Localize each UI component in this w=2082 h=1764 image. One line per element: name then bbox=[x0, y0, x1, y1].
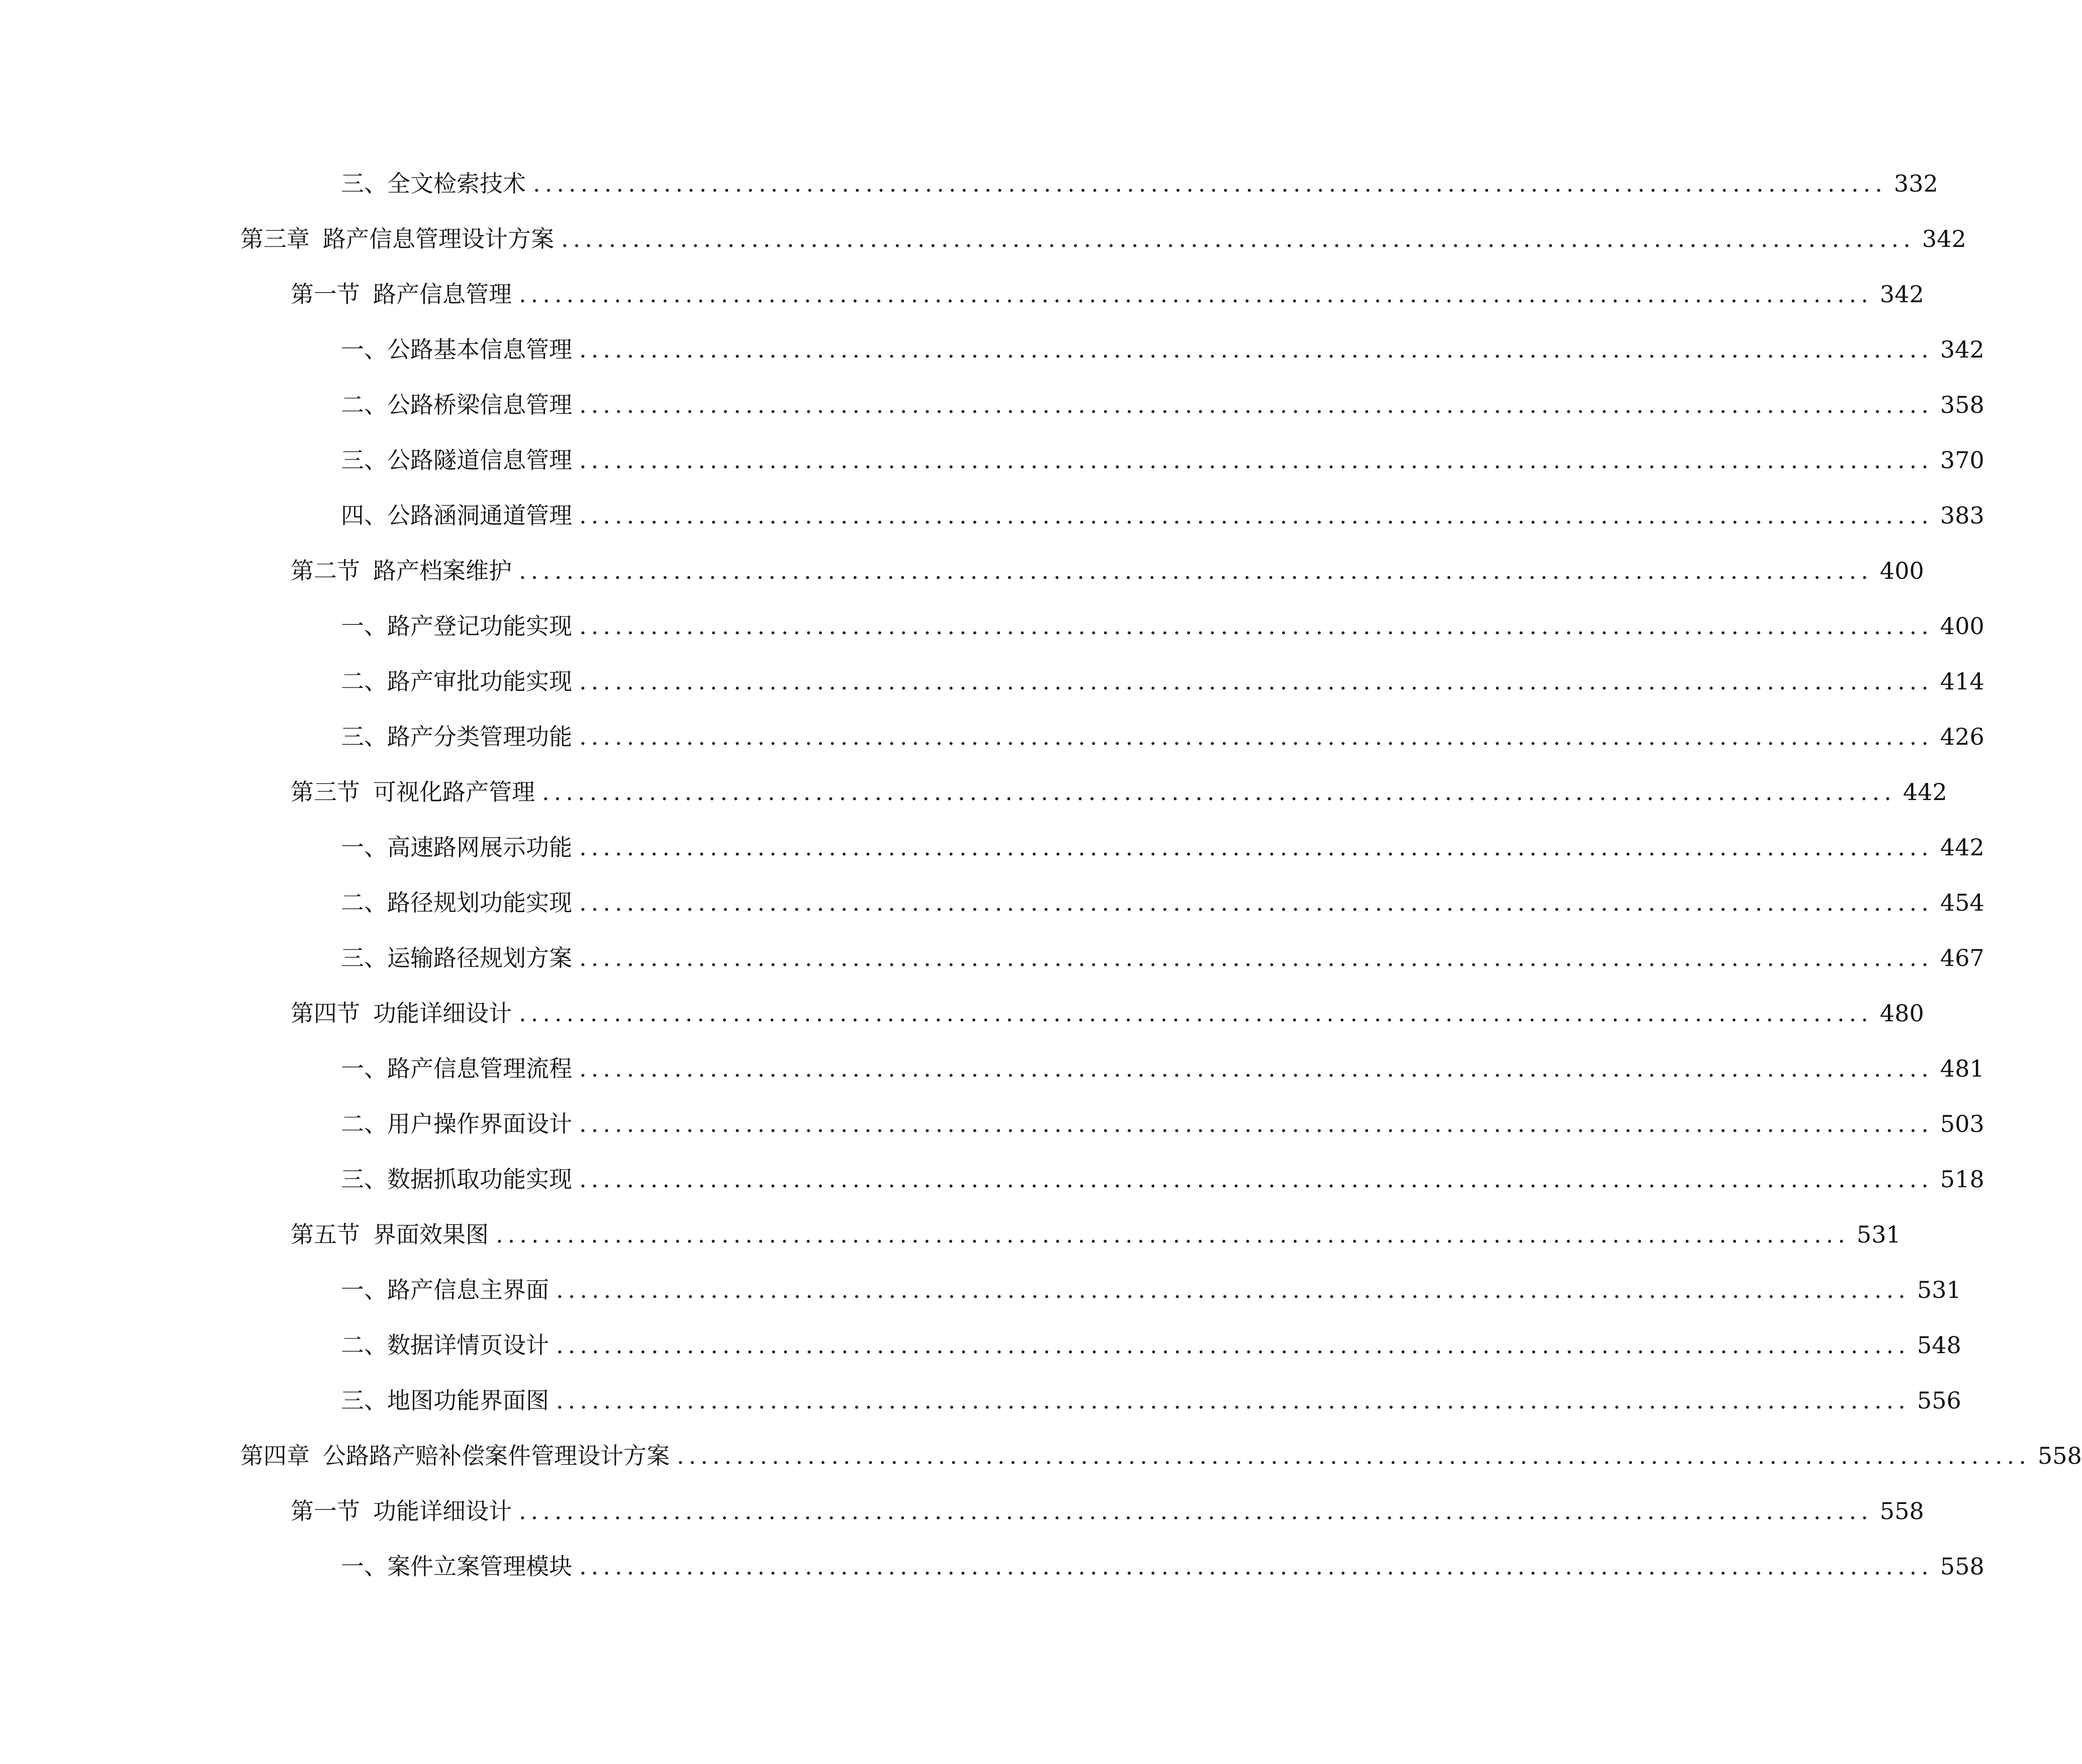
toc-entry-title: 公路涵洞通道管理 bbox=[387, 502, 572, 529]
toc-entry-title: 用户操作界面设计 bbox=[387, 1110, 572, 1137]
toc-entry-number: 第一节 bbox=[291, 1497, 360, 1525]
toc-entry-page: 342 bbox=[1940, 336, 1984, 363]
toc-entry[interactable] bbox=[0, 1539, 1984, 1594]
toc-entry-number: 一、 bbox=[341, 834, 387, 861]
toc-entry-title: 数据详情页设计 bbox=[387, 1332, 549, 1359]
toc-dot-leader: .................................................................................................................. bbox=[579, 834, 1933, 861]
toc-entry-page: 358 bbox=[1940, 391, 1984, 418]
toc-dot-leader: .................................................................................................................. bbox=[561, 225, 1915, 252]
toc-entry-page: 400 bbox=[1879, 557, 1924, 584]
toc-entry-number: 三、 bbox=[341, 1387, 387, 1414]
toc-dot-leader: .................................................................................................................. bbox=[519, 557, 1873, 584]
toc-entry[interactable] bbox=[0, 875, 1984, 930]
toc-entry[interactable] bbox=[0, 1262, 1961, 1317]
toc-entry-title: 公路隧道信息管理 bbox=[387, 447, 572, 474]
toc-entry-number: 三、 bbox=[341, 944, 387, 972]
toc-entry[interactable] bbox=[0, 1428, 2082, 1483]
toc-entry-page: 556 bbox=[1917, 1387, 1961, 1414]
toc-dot-leader: .................................................................................................................. bbox=[579, 723, 1933, 750]
toc-entry-page: 370 bbox=[1940, 447, 1984, 474]
toc-entry[interactable] bbox=[0, 654, 1984, 709]
toc-entry-title: 路径规划功能实现 bbox=[387, 889, 572, 916]
toc-entry-title: 路产信息管理设计方案 bbox=[323, 225, 554, 252]
toc-dot-leader: .................................................................................................................. bbox=[542, 778, 1896, 806]
toc-entry-number: 三、 bbox=[341, 723, 387, 750]
toc-entry-page: 342 bbox=[1922, 225, 1966, 252]
toc-entry-number: 第二节 bbox=[291, 557, 360, 584]
toc-dot-leader: .................................................................................................................. bbox=[579, 889, 1933, 916]
toc-dot-leader: .................................................................................................................. bbox=[579, 1055, 1933, 1082]
toc-entry[interactable] bbox=[0, 764, 1947, 820]
toc-dot-leader: .................................................................................................................. bbox=[519, 281, 1873, 308]
toc-dot-leader: .................................................................................................................. bbox=[579, 1553, 1933, 1580]
toc-entry-page: 503 bbox=[1940, 1110, 1984, 1137]
toc-entry-title: 公路路产赔补偿案件管理设计方案 bbox=[323, 1442, 670, 1469]
toc-entry-page: 332 bbox=[1893, 170, 1938, 197]
toc-entry-title: 路产登记功能实现 bbox=[387, 612, 572, 640]
toc-entry-number: 一、 bbox=[341, 336, 387, 363]
toc-entry-page: 480 bbox=[1879, 1000, 1924, 1027]
toc-entry-title: 路产档案维护 bbox=[373, 557, 512, 584]
toc-entry-page: 558 bbox=[2037, 1442, 2082, 1469]
toc-dot-leader: .................................................................................................................. bbox=[579, 391, 1933, 418]
toc-entry[interactable] bbox=[0, 930, 1984, 986]
toc-entry-page: 442 bbox=[1940, 834, 1984, 861]
toc-entry[interactable] bbox=[0, 377, 1984, 432]
toc-entry[interactable] bbox=[0, 709, 1984, 764]
toc-entry[interactable] bbox=[0, 1373, 1961, 1428]
toc-entry-title: 路产信息主界面 bbox=[387, 1276, 549, 1303]
toc-entry-number: 二、 bbox=[341, 391, 387, 418]
toc-entry-page: 481 bbox=[1940, 1055, 1984, 1082]
toc-dot-leader: .................................................................................................................. bbox=[579, 1166, 1933, 1193]
toc-entry-title: 路产信息管理 bbox=[373, 281, 512, 308]
toc-entry-page: 531 bbox=[1917, 1276, 1961, 1303]
toc-dot-leader: .................................................................................................................. bbox=[579, 944, 1933, 972]
toc-entry-number: 第四章 bbox=[240, 1442, 310, 1469]
toc-entry-title: 功能详细设计 bbox=[373, 1497, 512, 1525]
toc-entry-number: 第四节 bbox=[291, 1000, 360, 1027]
toc-entry[interactable] bbox=[0, 432, 1984, 488]
toc-entry[interactable] bbox=[0, 1207, 1901, 1262]
toc-entry[interactable] bbox=[0, 1317, 1961, 1373]
toc-entry[interactable] bbox=[0, 322, 1984, 377]
toc-entry-number: 四、 bbox=[341, 502, 387, 529]
toc-entry-number: 一、 bbox=[341, 612, 387, 640]
toc-entry-title: 公路基本信息管理 bbox=[387, 336, 572, 363]
toc-entry-number: 第三节 bbox=[291, 778, 360, 806]
table-of-contents bbox=[0, 156, 2082, 1594]
toc-dot-leader: .................................................................................................................. bbox=[579, 447, 1933, 474]
toc-entry[interactable] bbox=[0, 156, 1938, 211]
toc-entry-title: 地图功能界面图 bbox=[387, 1387, 549, 1414]
toc-entry-number: 二、 bbox=[341, 1110, 387, 1137]
toc-entry-title: 全文检索技术 bbox=[387, 170, 526, 197]
toc-entry-number: 二、 bbox=[341, 1332, 387, 1359]
toc-dot-leader: .................................................................................................................. bbox=[533, 170, 1887, 197]
toc-entry-number: 一、 bbox=[341, 1553, 387, 1580]
toc-entry-page: 518 bbox=[1940, 1166, 1984, 1193]
toc-entry-title: 运输路径规划方案 bbox=[387, 944, 572, 972]
toc-entry-title: 案件立案管理模块 bbox=[387, 1553, 572, 1580]
toc-entry-page: 414 bbox=[1940, 668, 1984, 695]
toc-entry-number: 二、 bbox=[341, 668, 387, 695]
toc-dot-leader: .................................................................................................................. bbox=[579, 336, 1933, 363]
toc-entry-title: 路产审批功能实现 bbox=[387, 668, 572, 695]
toc-entry[interactable] bbox=[0, 1152, 1984, 1207]
toc-entry-number: 第一节 bbox=[291, 281, 360, 308]
toc-dot-leader: .................................................................................................................. bbox=[579, 612, 1933, 640]
toc-entry-page: 548 bbox=[1917, 1332, 1961, 1359]
toc-entry-page: 467 bbox=[1940, 944, 1984, 972]
toc-entry-number: 三、 bbox=[341, 1166, 387, 1193]
toc-entry-page: 442 bbox=[1903, 778, 1947, 806]
toc-entry[interactable] bbox=[0, 1096, 1984, 1152]
toc-entry-title: 功能详细设计 bbox=[373, 1000, 512, 1027]
toc-entry-title: 路产分类管理功能 bbox=[387, 723, 572, 750]
toc-dot-leader: .................................................................................................................. bbox=[519, 1000, 1873, 1027]
toc-entry-number: 一、 bbox=[341, 1276, 387, 1303]
toc-dot-leader: .................................................................................................................. bbox=[556, 1276, 1910, 1303]
toc-dot-leader: .................................................................................................................. bbox=[579, 502, 1933, 529]
toc-entry-page: 342 bbox=[1879, 281, 1924, 308]
toc-entry[interactable] bbox=[0, 1483, 1924, 1539]
toc-entry-page: 531 bbox=[1856, 1221, 1901, 1248]
toc-dot-leader: .................................................................................................................. bbox=[677, 1442, 2031, 1469]
toc-entry-page: 383 bbox=[1940, 502, 1984, 529]
toc-entry-title: 可视化路产管理 bbox=[373, 778, 535, 806]
toc-dot-leader: .................................................................................................................. bbox=[579, 668, 1933, 695]
toc-entry-page: 400 bbox=[1940, 612, 1984, 640]
toc-entry[interactable] bbox=[0, 986, 1924, 1041]
toc-entry[interactable] bbox=[0, 211, 1966, 267]
toc-entry[interactable] bbox=[0, 1041, 1984, 1096]
toc-dot-leader: .................................................................................................................. bbox=[519, 1497, 1873, 1525]
toc-entry-title: 公路桥梁信息管理 bbox=[387, 391, 572, 418]
toc-entry-number: 一、 bbox=[341, 1055, 387, 1082]
toc-entry-title: 数据抓取功能实现 bbox=[387, 1166, 572, 1193]
toc-entry[interactable] bbox=[0, 543, 1924, 598]
toc-entry-title: 路产信息管理流程 bbox=[387, 1055, 572, 1082]
toc-entry-page: 558 bbox=[1879, 1497, 1924, 1525]
toc-entry-page: 426 bbox=[1940, 723, 1984, 750]
toc-entry[interactable] bbox=[0, 488, 1984, 543]
toc-entry-number: 三、 bbox=[341, 447, 387, 474]
toc-entry-page: 454 bbox=[1940, 889, 1984, 916]
toc-entry[interactable] bbox=[0, 598, 1984, 654]
toc-entry-page: 558 bbox=[1940, 1553, 1984, 1580]
toc-dot-leader: .................................................................................................................. bbox=[496, 1221, 1850, 1248]
toc-dot-leader: .................................................................................................................. bbox=[579, 1110, 1933, 1137]
toc-entry-title: 界面效果图 bbox=[373, 1221, 489, 1248]
toc-dot-leader: .................................................................................................................. bbox=[556, 1332, 1910, 1359]
toc-dot-leader: .................................................................................................................. bbox=[556, 1387, 1910, 1414]
toc-entry-number: 第五节 bbox=[291, 1221, 360, 1248]
toc-entry-number: 三、 bbox=[341, 170, 387, 197]
toc-entry-number: 第三章 bbox=[240, 225, 310, 252]
toc-entry[interactable] bbox=[0, 267, 1924, 322]
toc-entry-title: 高速路网展示功能 bbox=[387, 834, 572, 861]
toc-entry-number: 二、 bbox=[341, 889, 387, 916]
toc-entry[interactable] bbox=[0, 820, 1984, 875]
